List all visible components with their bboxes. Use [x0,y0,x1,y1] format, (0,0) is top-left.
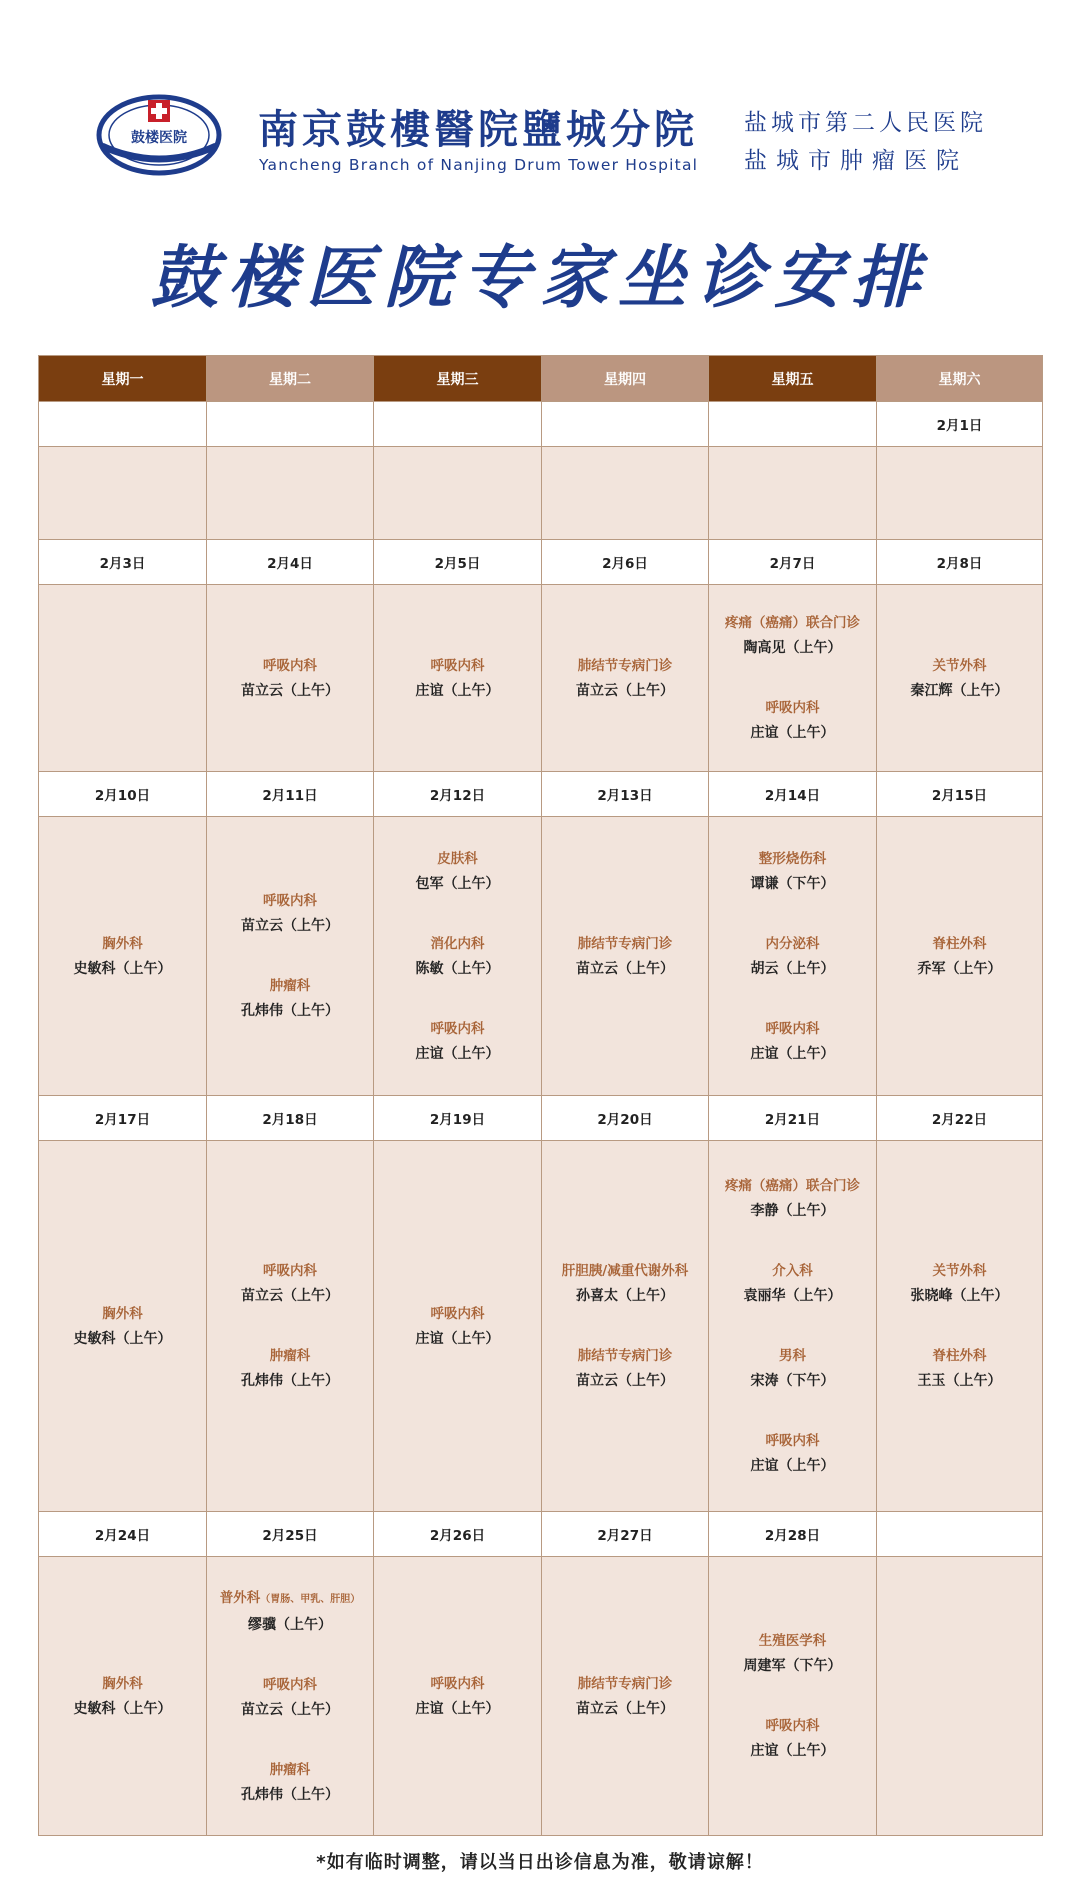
doctor-name: 李静（上午） [750,1203,835,1219]
doctor-name: 袁丽华（上午） [743,1288,842,1304]
date-cell: 2月15日 [877,772,1043,817]
schedule-cell [877,817,1043,1096]
schedule-cell [207,585,374,772]
clinic-entry [39,1304,206,1349]
department-name [207,1588,373,1610]
department-label: 呼吸内科 [263,1263,317,1279]
doctor-name: 庄谊（上午） [750,725,835,741]
date-cell: 2月25日 [207,1512,374,1557]
clinic-entry [709,1716,876,1761]
department-name [542,1674,708,1694]
doctor-name: 胡云（上午） [750,960,835,977]
department-name [709,1019,876,1039]
department-label: 疼痛（癌痛）联合门诊 [725,615,860,631]
department-label: 呼吸内科 [765,1020,820,1037]
doctor-name: 陶高见（上午） [743,640,842,656]
doctor-name: 张晓峰（上午） [910,1288,1009,1304]
clinic-entry [374,934,541,979]
date-cell: 2月3日 [39,540,207,585]
department-name [877,1346,1042,1366]
doctor-name: 庄谊（上午） [415,1045,500,1062]
clinic-entry [709,1019,876,1064]
department-name [374,1019,541,1039]
schedule-cell [709,585,877,772]
date-cell: 2月27日 [542,1512,709,1557]
doctor-name: 包军（上午） [415,875,500,892]
department-label: 呼吸内科 [765,1433,820,1449]
schedule-cell [709,1141,877,1512]
doctor-name: 史敏科（上午） [73,1330,172,1347]
department-label: 呼吸内科 [430,1675,485,1692]
clinic-entry [542,1674,708,1719]
department-name [709,1261,876,1281]
department-label: 疼痛（癌痛）联合门诊 [725,1178,860,1194]
clinic-entry [709,934,876,979]
date-cell: 2月22日 [877,1096,1043,1141]
clinic-entry [207,656,373,701]
schedule-row [39,585,1043,772]
date-cell: 2月21日 [709,1096,877,1141]
schedule-cell [39,447,207,540]
doctor-name: 陈敏（上午） [415,960,500,977]
department-name [39,1304,206,1324]
schedule-cell [374,1141,542,1512]
clinic-entry [207,1346,373,1391]
date-cell: 2月14日 [709,772,877,817]
clinic-entry [374,656,541,701]
date-cell [207,402,374,447]
clinic-entry [542,1261,708,1306]
doctor-name: 王玉（上午） [917,1373,1002,1389]
schedule-row [39,1557,1043,1836]
doctor-name: 苗立云（上午） [576,960,674,977]
department-label: 呼吸内科 [765,1718,820,1734]
department-name [709,1716,876,1736]
department-name [374,1304,541,1324]
date-cell: 2月4日 [207,540,374,585]
doctor-name: 庄谊（上午） [750,1045,835,1062]
department-name [542,1261,708,1281]
department-label: 脊柱外科 [932,1348,987,1364]
schedule-cell [542,1557,709,1836]
schedule-cell [877,585,1043,772]
weekday-header: 星期三 [374,356,542,402]
department-name [374,1674,541,1694]
department-label: 肝胆胰/减重代谢外科 [561,1263,689,1279]
schedule-cell [39,1141,207,1512]
department-label: 呼吸内科 [430,1305,485,1322]
department-label: 胸外科 [102,935,143,952]
department-label: 内分泌科 [765,935,820,952]
hospital-name-en: Yancheng Branch of Nanjing Drum Tower Hospital [259,156,699,174]
page-title: 鼓楼医院专家坐诊安排 [149,239,930,318]
schedule-row [39,817,1043,1096]
department-label: 肿瘤科 [269,1761,311,1778]
clinic-entry [374,1019,541,1064]
department-label: 关节外科 [932,657,987,674]
date-cell: 2月5日 [374,540,542,585]
clinic-entry [877,1346,1042,1391]
footnote: *如有临时调整，请以当日出诊信息为准，敬请谅解！ [316,1852,764,1873]
department-label: 消化内科 [430,935,485,952]
department-label: 生殖医学科 [758,1633,827,1649]
hospital-alias-2: 盐城市肿瘤医院 [744,148,968,174]
date-cell: 2月24日 [39,1512,207,1557]
clinic-entry [709,698,876,743]
date-cell [542,402,709,447]
weekday-header: 星期二 [207,356,374,402]
clinic-entry [207,891,373,936]
department-label: 介入科 [772,1263,813,1279]
schedule-body [39,402,1043,1836]
department-label: 呼吸内科 [430,1020,485,1037]
page-header [0,0,1080,220]
clinic-entry [207,1261,373,1306]
doctor-name: 苗立云（上午） [576,1700,674,1717]
clinic-entry [709,613,876,658]
schedule-cell [877,447,1043,540]
clinic-entry [709,1176,876,1221]
department-name [877,934,1042,954]
clinic-entry [709,1346,876,1391]
doctor-name: 苗立云（上午） [241,918,339,934]
doctor-name: 秦江辉（上午） [910,682,1009,699]
department-label: 普外科 [219,1589,261,1606]
clinic-entry [207,1588,373,1635]
doctor-name: 孔炜伟（上午） [241,1003,339,1019]
department-name [374,934,541,954]
schedule-table [38,355,1042,1835]
date-cell: 2月28日 [709,1512,877,1557]
clinic-entry [709,849,876,894]
doctor-name: 周建军（下午） [743,1658,842,1674]
weekday-header: 星期六 [877,356,1043,402]
schedule-cell [542,1141,709,1512]
department-name [207,656,373,676]
clinic-entry [709,1631,876,1676]
department-label: 关节外科 [932,1263,987,1279]
schedule-cell [877,1141,1043,1512]
hospital-alias-1: 盐城市第二人民医院 [744,110,987,136]
department-name [709,1176,876,1196]
doctor-name: 史敏科（上午） [73,1700,172,1717]
department-label: 呼吸内科 [430,657,485,674]
department-name [709,1631,876,1651]
date-cell: 2月1日 [877,402,1043,447]
department-name [709,613,876,633]
weekday-header: 星期四 [542,356,709,402]
schedule-cell [39,585,207,772]
schedule-cell [374,585,542,772]
clinic-entry [374,849,541,894]
schedule-cell [374,447,542,540]
hospital-logo [96,94,222,176]
doctor-name: 庄谊（上午） [415,682,500,699]
schedule-cell [709,817,877,1096]
department-name [207,891,373,911]
department-label: 肺结节专病门诊 [577,657,673,674]
clinic-entry [39,1674,206,1719]
department-label: 男科 [779,1348,806,1364]
schedule-cell [39,817,207,1096]
doctor-name: 宋涛（下午） [750,1373,835,1389]
date-row [39,1512,1043,1557]
clinic-entry [542,656,708,701]
schedule-cell [207,1557,374,1836]
hospital-name-cn: 南京鼓樓醫院鹽城分院 [258,106,698,153]
department-label: 呼吸内科 [263,893,317,909]
date-row [39,540,1043,585]
department-label: 肿瘤科 [269,978,311,994]
department-name [709,849,876,869]
schedule-cell [374,1557,542,1836]
date-cell: 2月6日 [542,540,709,585]
schedule-row [39,447,1043,540]
doctor-name: 谭谦（下午） [750,875,835,892]
clinic-entry [709,1431,876,1476]
date-cell: 2月26日 [374,1512,542,1557]
date-cell: 2月10日 [39,772,207,817]
doctor-name: 孔炜伟（上午） [241,1786,339,1803]
clinic-entry [877,1261,1042,1306]
clinic-entry [877,656,1042,701]
clinic-entry [709,1261,876,1306]
clinic-entry [877,934,1042,979]
schedule-cell [39,1557,207,1836]
doctor-name: 苗立云（上午） [576,1373,674,1389]
clinic-entry [542,934,708,979]
doctor-name: 乔军（上午） [917,960,1002,977]
schedule-cell [709,447,877,540]
department-label: 胸外科 [102,1675,143,1692]
department-name [207,1346,373,1366]
doctor-name: 庄谊（上午） [415,1330,500,1347]
department-label: 肺结节专病门诊 [577,1675,673,1692]
doctor-name: 孙喜太（上午） [576,1288,674,1304]
department-label: 呼吸内科 [765,700,820,716]
department-label: 整形烧伤科 [758,850,827,867]
date-cell [877,1512,1043,1557]
doctor-name: 苗立云（上午） [241,682,339,699]
weekday-header: 星期一 [39,356,207,402]
department-name [39,934,206,954]
clinic-entry [207,1760,373,1805]
department-subtitle: （胃肠、甲乳、肝胆） [260,1593,361,1605]
doctor-name: 庄谊（上午） [750,1458,835,1474]
date-cell: 2月11日 [207,772,374,817]
department-name [709,698,876,718]
weekday-header-row [39,356,1043,402]
date-cell [374,402,542,447]
department-label: 肺结节专病门诊 [577,935,673,952]
department-name [877,656,1042,676]
date-row [39,402,1043,447]
clinic-entry [39,934,206,979]
schedule-cell [542,585,709,772]
date-cell: 2月12日 [374,772,542,817]
department-name [207,1261,373,1281]
clinic-entry [542,1346,708,1391]
department-label: 胸外科 [102,1305,143,1322]
date-cell: 2月8日 [877,540,1043,585]
department-name [207,1675,373,1695]
department-name [709,1346,876,1366]
schedule-cell [542,817,709,1096]
doctor-name: 庄谊（上午） [415,1700,500,1717]
schedule-cell [207,447,374,540]
department-name [709,934,876,954]
schedule-row [39,1141,1043,1512]
schedule-cell [709,1557,877,1836]
department-name [207,976,373,996]
date-row [39,772,1043,817]
department-name [877,1261,1042,1281]
doctor-name: 史敏科（上午） [73,960,172,977]
department-name [207,1760,373,1780]
department-name [542,656,708,676]
date-cell: 2月17日 [39,1096,207,1141]
department-name [709,1431,876,1451]
department-label: 肺结节专病门诊 [577,1348,673,1364]
date-cell: 2月20日 [542,1096,709,1141]
department-label: 皮肤科 [437,850,478,867]
doctor-name: 缪骥（上午） [248,1616,332,1633]
logo-text: 鼓楼医院 [131,130,187,146]
department-label: 呼吸内科 [263,657,317,674]
clinic-entry [207,1675,373,1720]
schedule-cell [207,1141,374,1512]
department-name [374,656,541,676]
weekday-header: 星期五 [709,356,877,402]
schedule-cell [877,1557,1043,1836]
department-label: 呼吸内科 [263,1676,317,1693]
clinic-entry [374,1674,541,1719]
department-label: 脊柱外科 [932,935,987,952]
doctor-name: 庄谊（上午） [750,1743,835,1759]
date-cell: 2月7日 [709,540,877,585]
doctor-name: 苗立云（上午） [241,1701,339,1718]
department-name [374,849,541,869]
schedule-cell [542,447,709,540]
date-cell [709,402,877,447]
date-cell: 2月13日 [542,772,709,817]
clinic-entry [374,1304,541,1349]
department-name [542,934,708,954]
date-cell: 2月18日 [207,1096,374,1141]
date-cell [39,402,207,447]
doctor-name: 苗立云（上午） [241,1288,339,1304]
doctor-name: 孔炜伟（上午） [241,1373,339,1389]
doctor-name: 苗立云（上午） [576,682,674,699]
clinic-entry [207,976,373,1021]
schedule-cell [374,817,542,1096]
schedule-cell [207,817,374,1096]
department-name [542,1346,708,1366]
department-label: 肿瘤科 [269,1348,311,1364]
department-name [39,1674,206,1694]
date-row [39,1096,1043,1141]
date-cell: 2月19日 [374,1096,542,1141]
